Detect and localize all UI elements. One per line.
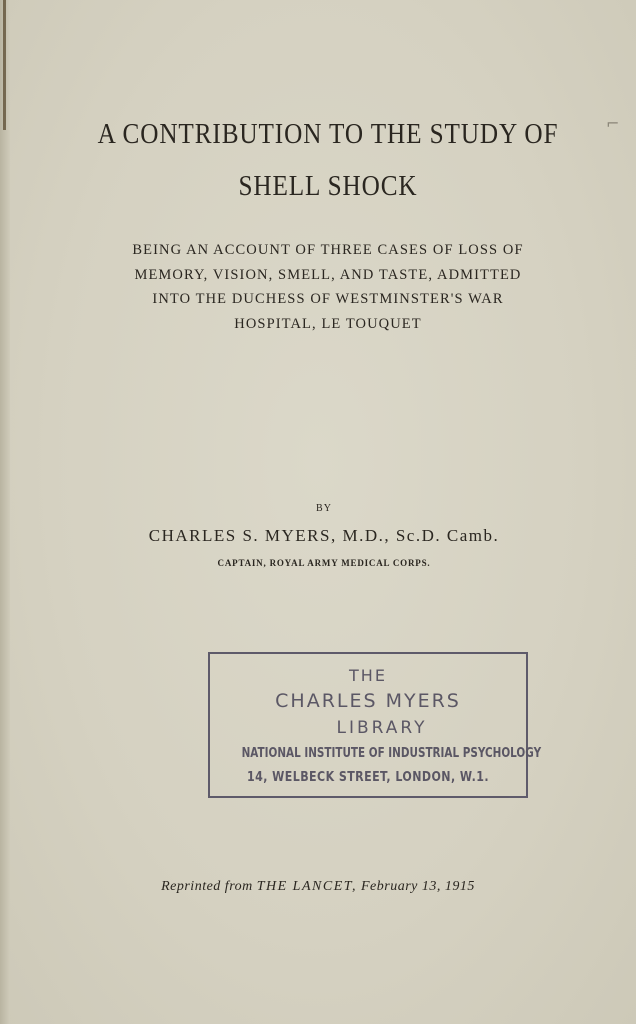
- reprint-journal: THE LANCET,: [256, 879, 357, 894]
- stamp-line-1: THE: [349, 666, 387, 685]
- pencil-mark: ⌐: [606, 114, 620, 133]
- reprint-date: February 13, 1915: [361, 879, 475, 894]
- reprint-note: [0, 879, 636, 895]
- stamp-line-3: LIBRARY: [336, 718, 428, 738]
- by-label: BY: [316, 503, 332, 514]
- reprint-prefix: Reprinted from: [161, 879, 253, 894]
- subtitle-line: HOSPITAL, LE TOUQUET: [234, 315, 422, 332]
- title-line-2: SHELL SHOCK: [238, 171, 418, 202]
- stamp-line-2: CHARLES MYERS: [275, 690, 461, 712]
- author-rank: CAPTAIN, ROYAL ARMY MEDICAL CORPS.: [217, 558, 431, 568]
- stamp-line-4: NATIONAL INSTITUTE OF INDUSTRIAL PSYCHOLOGY: [241, 746, 542, 761]
- author-name: CHARLES S. MYERS, M.D., Sc.D. Camb.: [148, 526, 500, 545]
- library-stamp: [208, 652, 542, 798]
- subtitle-line: MEMORY, VISION, SMELL, AND TASTE, ADMITTED: [134, 266, 522, 283]
- binding-mark: [3, 0, 6, 130]
- stamp-line-5: 14, WELBECK STREET, LONDON, W.1.: [247, 770, 489, 785]
- subtitle-line: INTO THE DUCHESS OF WESTMINSTER'S WAR: [152, 291, 504, 307]
- subtitle-line: BEING AN ACCOUNT OF THREE CASES OF LOSS OF: [132, 242, 524, 258]
- subtitle: [48, 238, 608, 336]
- title-line-1: A CONTRIBUTION TO THE STUDY OF: [97, 119, 559, 150]
